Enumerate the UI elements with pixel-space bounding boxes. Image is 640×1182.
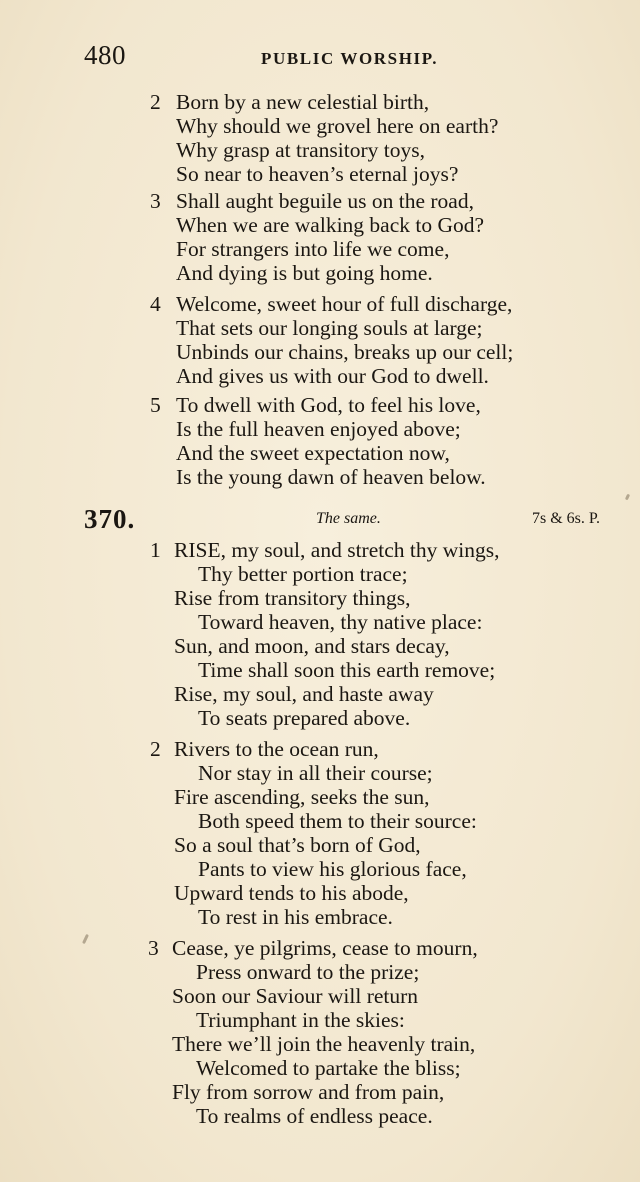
verse-line: Sun, and moon, and stars decay, [174, 634, 450, 658]
verse-line: When we are walking back to God? [176, 213, 485, 237]
verse-line: So a soul that’s born of God, [174, 833, 421, 857]
hymn-meter: 7s & 6s. P. [532, 510, 601, 527]
verse-line: Why should we grovel here on earth? [176, 114, 499, 138]
verse-line: That sets our longing souls at large; [176, 316, 483, 340]
stanza-number: 5 [150, 393, 161, 417]
verse-line: Rise from transitory things, [174, 586, 411, 610]
verse-line: Fire ascending, seeks the sun, [174, 785, 430, 809]
verse-line: Fly from sorrow and from pain, [172, 1080, 445, 1104]
verse-line: For strangers into life we come, [176, 237, 450, 261]
verse-line: Thy better portion trace; [198, 562, 408, 586]
verse-line: To rest in his embrace. [198, 905, 393, 929]
verse-line: Soon our Saviour will return [172, 984, 419, 1008]
verse-line: RISE, my soul, and stretch thy wings, [174, 538, 500, 562]
verse-line: There we’ll join the heavenly train, [172, 1032, 476, 1056]
verse-line: Upward tends to his abode, [174, 881, 409, 905]
page-number: 480 [84, 40, 126, 70]
stanza-number: 4 [150, 292, 161, 316]
stanza-number: 2 [150, 737, 161, 761]
verse-line: Rise, my soul, and haste away [174, 682, 434, 706]
verse-line: Pants to view his glorious face, [198, 857, 467, 881]
verse-line: So near to heaven’s eternal joys? [176, 162, 459, 186]
verse-line: Triumphant in the skies: [196, 1008, 405, 1032]
stanza-number: 3 [148, 936, 159, 960]
verse-line: Why grasp at transitory toys, [176, 138, 425, 162]
ink-speck [82, 934, 89, 944]
verse-line: Welcomed to partake the bliss; [196, 1056, 461, 1080]
verse-line: Rivers to the ocean run, [174, 737, 379, 761]
verse-line: Shall aught beguile us on the road, [176, 189, 474, 213]
verse-line: Cease, ye pilgrims, cease to mourn, [172, 936, 478, 960]
verse-line: And gives us with our God to dwell. [176, 364, 489, 388]
hymn-subtitle: The same. [316, 510, 381, 527]
hymn-number: 370. [84, 504, 136, 534]
verse-line: Is the full heaven enjoyed above; [176, 417, 461, 441]
verse-line: Is the young dawn of heaven below. [176, 465, 486, 489]
stanza-number: 1 [150, 538, 161, 562]
verse-line: And dying is but going home. [176, 261, 433, 285]
running-head: PUBLIC WORSHIP. [261, 49, 439, 68]
verse-line: Unbinds our chains, breaks up our cell; [176, 340, 514, 364]
verse-line: Both speed them to their source: [198, 809, 477, 833]
verse-line: To seats prepared above. [198, 706, 411, 730]
stanza-number: 3 [150, 189, 161, 213]
verse-line: To realms of endless peace. [196, 1104, 433, 1128]
ink-speck [625, 494, 630, 501]
verse-line: Time shall soon this earth remove; [198, 658, 496, 682]
stanza-number: 2 [150, 90, 161, 114]
verse-line: Born by a new celestial birth, [176, 90, 430, 114]
verse-line: Press onward to the prize; [196, 960, 420, 984]
verse-line: And the sweet expectation now, [176, 441, 450, 465]
page-header [84, 40, 604, 74]
verse-line: To dwell with God, to feel his love, [176, 393, 481, 417]
verse-line: Nor stay in all their course; [198, 761, 433, 785]
verse-line: Toward heaven, thy native place: [198, 610, 483, 634]
verse-line: Welcome, sweet hour of full discharge, [176, 292, 513, 316]
hymn-heading [0, 504, 640, 534]
